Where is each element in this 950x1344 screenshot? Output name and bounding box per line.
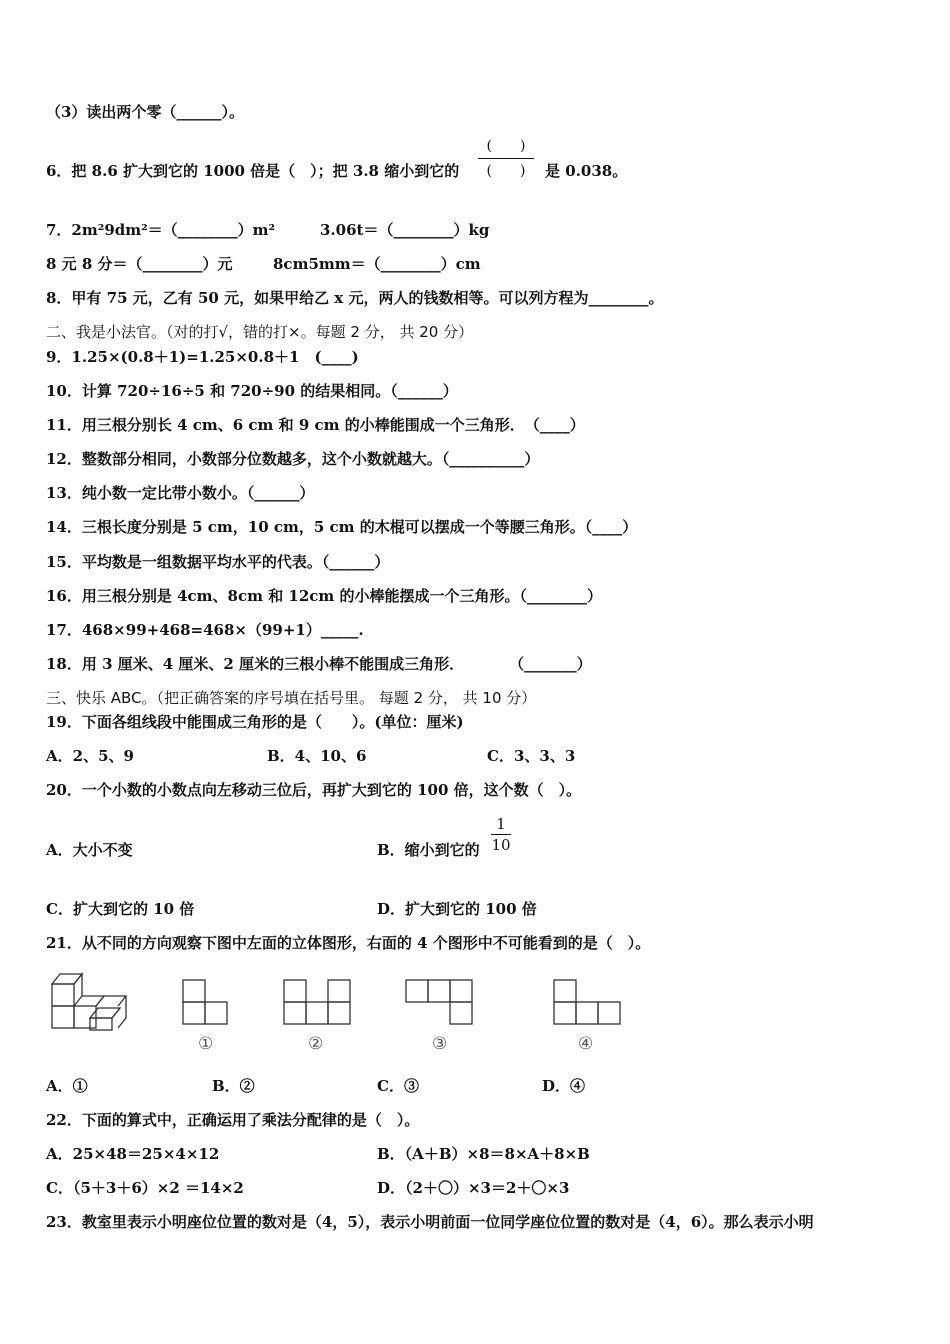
q21-label-2: ②: [308, 1034, 324, 1054]
q6-post: 是 0.038。: [545, 162, 628, 180]
q22-option-a: A．25×48＝25×4×12: [46, 1145, 220, 1163]
q21-view-2: [282, 978, 354, 1026]
q20-option-d: D．扩大到它的 100 倍: [377, 900, 537, 918]
q12: 12．整数部分相同，小数部分位数越多，这个小数就越大。（__________）: [46, 450, 540, 468]
q18: 18．用 3 厘米、4 厘米、2 厘米的三根小棒不能围成三角形． （_______）: [46, 655, 592, 673]
q22-stem: 22．下面的算式中，正确运用了乘法分配律的是（ ）。: [46, 1111, 420, 1129]
q20-option-a: A．大小不变: [46, 841, 133, 859]
q13: 13．纯小数一定比带小数小。（______）: [46, 484, 315, 502]
q21-option-d: D．④: [542, 1077, 586, 1095]
q21-label-1: ①: [198, 1034, 214, 1054]
q22-option-c: C．（5＋3＋6）×2 ＝14×2: [46, 1179, 244, 1197]
q22-option-d: D．（2＋〇）×3＝2＋〇×3: [377, 1179, 570, 1197]
q19-option-c: C．3、3、3: [487, 747, 576, 765]
q17: 17．468×99+468=468×（99+1）_____.: [46, 621, 364, 639]
q21-stem: 21．从不同的方向观察下图中左面的立体图形，右面的 4 个图形中不可能看到的是（ ）。: [46, 934, 651, 952]
q21-label-3: ③: [432, 1034, 448, 1054]
q7-line1-a: 7．2m²9dm²＝（________）m²: [46, 221, 276, 239]
q21-solid-figure: [50, 968, 130, 1032]
q21-view-1: [182, 978, 230, 1026]
q20-fraction: [489, 815, 513, 854]
section-3-heading: 三、快乐 ABC。（把正确答案的序号填在括号里。 每题 2 分， 共 10 分）: [46, 689, 537, 707]
q20-frac-den: 10: [491, 836, 511, 854]
q22-option-b: B．（A＋B）×8＝8×A＋8×B: [377, 1145, 590, 1163]
q14: 14．三根长度分别是 5 cm，10 cm，5 cm 的木棍可以摆成一个等腰三角形。（____）: [46, 518, 638, 536]
q19-stem: 19．下面各组线段中能围成三角形的是（ ）。(单位：厘米): [46, 713, 464, 731]
q9: 9．1.25×(0.8＋1)=1.25×0.8＋1 (____): [46, 348, 359, 366]
q21-option-c: C．③: [377, 1077, 419, 1095]
q6-fraction: [474, 136, 538, 181]
q20-option-c: C．扩大到它的 10 倍: [46, 900, 195, 918]
q16: 16．用三根分别是 4cm、8cm 和 12cm 的小棒能摆成一个三角形。（________）: [46, 587, 603, 605]
q21-label-4: ④: [578, 1034, 594, 1054]
q10: 10．计算 720÷16÷5 和 720÷90 的结果相同。（______）: [46, 382, 458, 400]
q20-option-b: B．缩小到它的: [377, 841, 480, 859]
q15: 15．平均数是一组数据平均水平的代表。（______）: [46, 553, 390, 571]
q5-part3: （3）读出两个零（______）。: [46, 103, 244, 121]
q11: 11．用三根分别长 4 cm、6 cm 和 9 cm 的小棒能围成一个三角形． （____）: [46, 416, 585, 434]
q23: 23．教室里表示小明座位位置的数对是（4，5），表示小明前面一位同学座位位置的数对是（4，6）。那么表示小明: [46, 1213, 814, 1231]
q7-line2-b: 8cm5mm＝（________）cm: [273, 255, 481, 273]
q6-frac-bottom: ( ): [486, 163, 526, 179]
q6: [46, 161, 459, 181]
q7-line1-b: 3.06t＝（________）kg: [320, 221, 490, 239]
q19-option-a: A．2、5、9: [46, 747, 134, 765]
q21-option-a: A．①: [46, 1077, 88, 1095]
q7-line2-a: 8 元 8 分＝（________）元: [46, 255, 233, 273]
q6-frac-top: ( ): [486, 138, 526, 154]
q8: 8．甲有 75 元，乙有 50 元，如果甲给乙 x 元，两人的钱数相等。可以列方程为________。: [46, 289, 664, 307]
section-2-heading: 二、我是小法官。（对的打√，错的打×。每题 2 分， 共 20 分）: [46, 323, 474, 341]
q6-pre: 6．把 8.6 扩大到它的 1000 倍是（ ）；把 3.8 缩小到它的: [46, 162, 460, 180]
q21-option-b: B．②: [212, 1077, 255, 1095]
q20-stem: 20．一个小数的小数点向左移动三位后，再扩大到它的 100 倍，这个数（ ）。: [46, 781, 582, 799]
q19-option-b: B．4、10、6: [267, 747, 367, 765]
q20-frac-num: 1: [496, 815, 506, 833]
q21-view-4: [552, 978, 624, 1026]
q21-view-3: [404, 978, 476, 1026]
